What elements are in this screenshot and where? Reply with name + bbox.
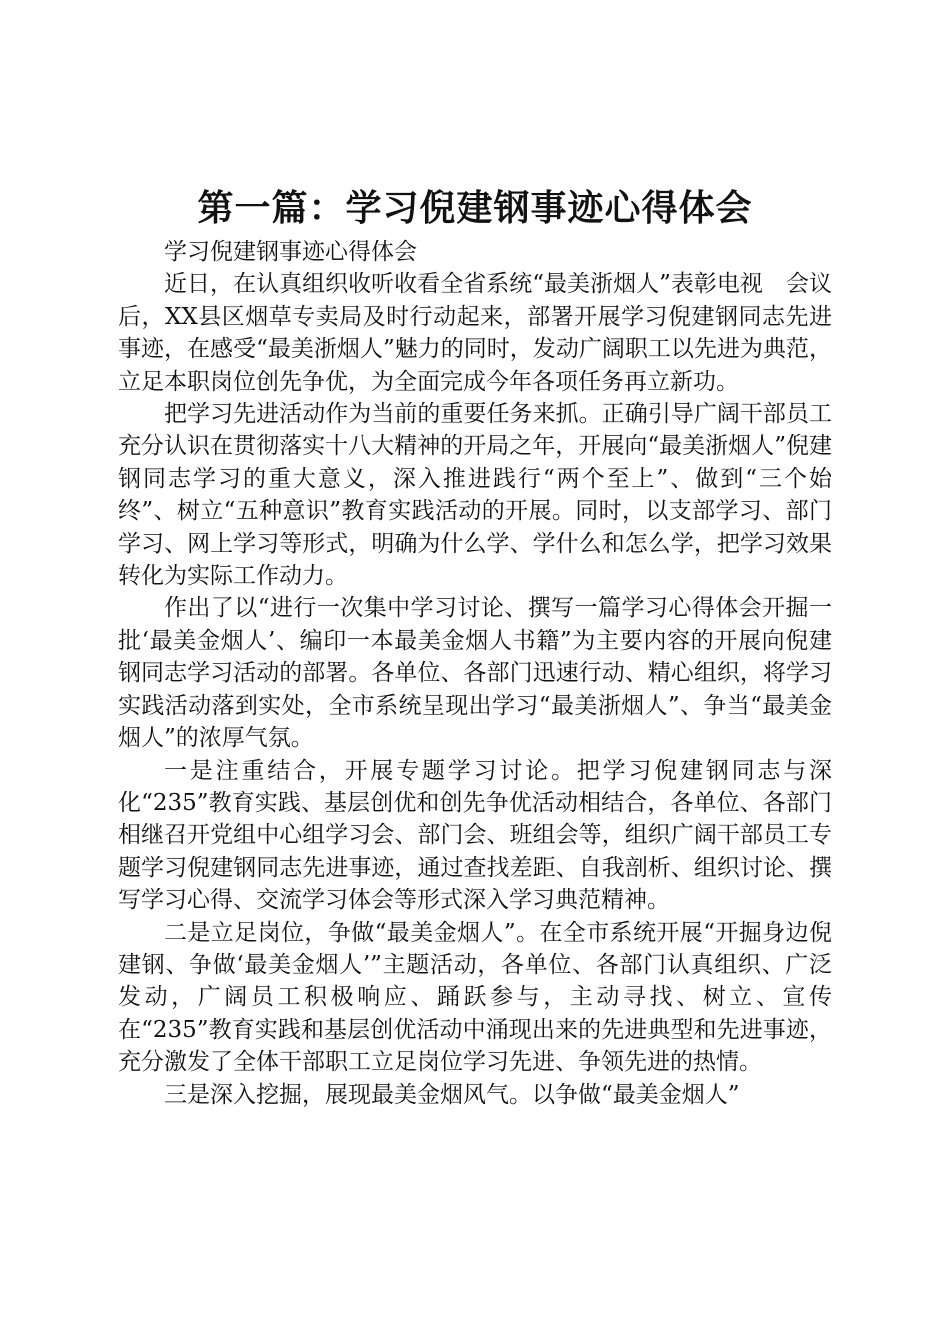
body-paragraph: 一是注重结合，开展专题学习讨论。把学习倪建钢同志与深化“235”教育实践、基层创优和创先争优活动相结合，各单位、各部门相继召开党组中心组学习会、部门会、班组会等，组织广阔干部员工专题学习倪建钢同志先进事迹，通过查找差距、自我剖析、组织讨论、撰写学习心得、交流学习体会等形式深入学习典范精神。: [118, 757, 832, 914]
subtitle-paragraph: 学习倪建钢事迹心得体会: [164, 239, 417, 265]
body-paragraph: 二是立足岗位，争做“最美金烟人”。在全市系统开展“开掘身边倪建钢、争做‘最美金烟人’”主题活动，各单位、各部门认真组织、广泛发动，广阔员工积极响应、踊跃参与，主动寻找、树立、宣传在“235”教育实践和基层创优活动中涌现出来的先进典型和先进事迹，充分激发了全体干部职工立足岗位学习先进、争领先进的热情。: [118, 919, 832, 1076]
document-body: [118, 236, 832, 1111]
body-paragraph: 近日，在认真组织收听收看全省系统“最美浙烟人”表彰电视 会议后，XX县区烟草专卖局及时行动起来，部署开展学习倪建钢同志先进事迹，在感受“最美浙烟人”魅力的同时，发动广阔职工以先进为典范，立足本职岗位创先争优，为全面完成今年各项任务再立新功。: [118, 271, 832, 395]
document-title: 第一篇：学习倪建钢事迹心得体会: [197, 187, 753, 229]
body-paragraph: 三是深入挖掘，展现最美金烟风气。以争做“最美金烟人”: [164, 1081, 740, 1108]
body-paragraph: 把学习先进活动作为当前的重要任务来抓。正确引导广阔干部员工充分认识在贯彻落实十八大精神的开局之年，开展向“最美浙烟人”倪建钢同志学习的重大意义，深入推进践行“两个至上”、做到“三个始终”、树立“五种意识”教育实践活动的开展。同时，以支部学习、部门学习、网上学习等形式，明确为什么学、学什么和怎么学，把学习效果转化为实际工作动力。: [118, 401, 832, 590]
body-paragraph: 作出了以“进行一次集中学习讨论、撰写一篇学习心得体会开掘一批‘最美金烟人’、编印一本最美金烟人书籍”为主要内容的开展向倪建钢同志学习活动的部署。各单位、各部门迅速行动、精心组织，将学习实践活动落到实处，全市系统呈现出学习“最美浙烟人”、争当“最美金烟人”的浓厚气氛。: [118, 595, 832, 752]
